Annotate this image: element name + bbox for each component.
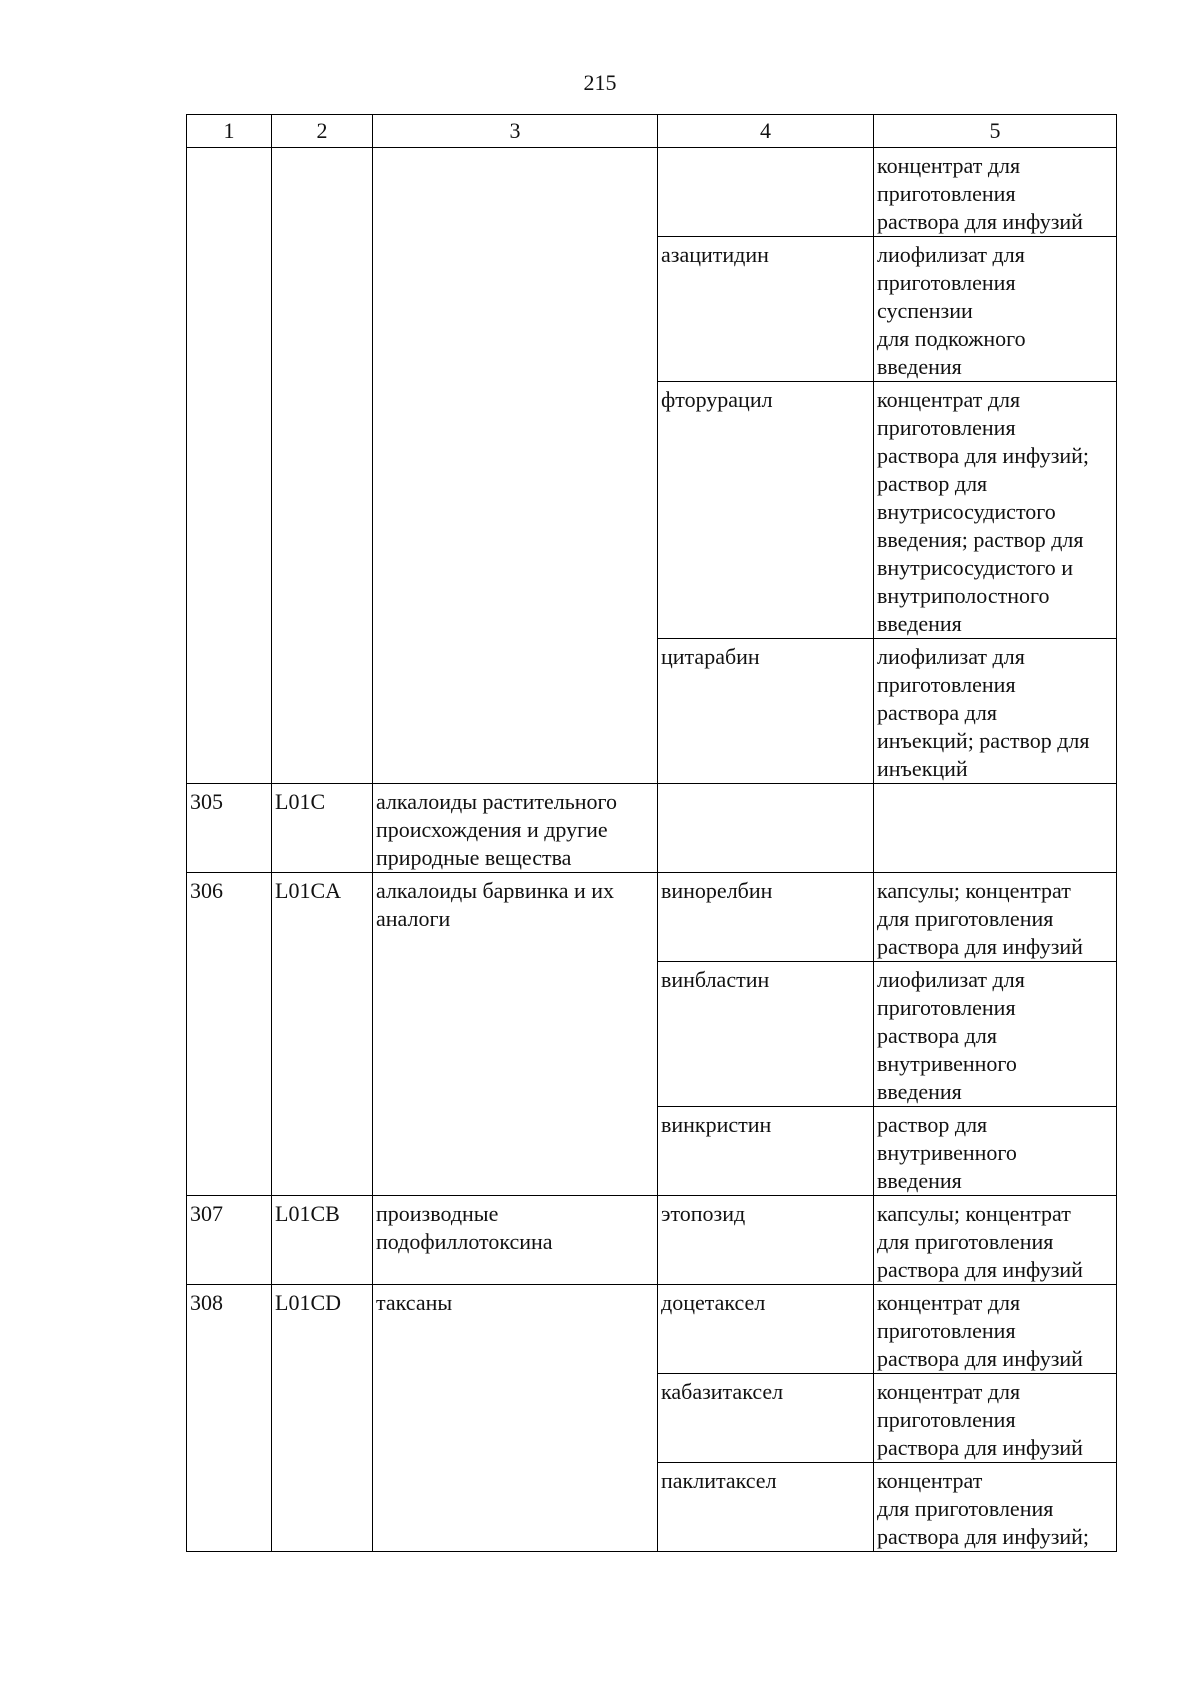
number-cell [187, 148, 272, 784]
number-cell: 307 [187, 1196, 272, 1285]
medication-table [186, 114, 1117, 1552]
table-row [187, 1196, 1117, 1285]
dosage-form-cell: лиофилизат для приготовления раствора для инъекций; раствор для инъекций [874, 639, 1117, 784]
table-header-row [187, 115, 1117, 148]
dosage-form-cell: лиофилизат для приготовления раствора для внутривенного введения [874, 962, 1117, 1107]
drug-name-cell: винбластин [658, 962, 874, 1107]
number-cell: 306 [187, 873, 272, 1196]
drug-name-cell: кабазитаксел [658, 1374, 874, 1463]
drug-name-cell [658, 148, 874, 237]
dosage-form-cell: капсулы; концентрат для приготовления раствора для инфузий [874, 1196, 1117, 1285]
atc-code-cell: L01CD [272, 1285, 373, 1552]
drug-name-cell: винкристин [658, 1107, 874, 1196]
dosage-form-cell [874, 784, 1117, 873]
drug-name-cell: цитарабин [658, 639, 874, 784]
dosage-form-cell: концентрат для приготовления раствора для инфузий [874, 1374, 1117, 1463]
number-cell: 308 [187, 1285, 272, 1552]
header-cell-3: 3 [373, 115, 658, 148]
atc-code-cell [272, 148, 373, 784]
group-name-cell: алкалоиды растительного происхождения и другие природные вещества [373, 784, 658, 873]
number-cell: 305 [187, 784, 272, 873]
drug-name-cell: винорелбин [658, 873, 874, 962]
dosage-form-cell: концентрат для приготовления раствора для инфузий; раствор для внутрисосудистого введения; раствор для внутрисосудистого и внутриполостного введения [874, 382, 1117, 639]
atc-code-cell: L01C [272, 784, 373, 873]
page-number: 215 [583, 70, 617, 95]
dosage-form-cell: капсулы; концентрат для приготовления раствора для инфузий [874, 873, 1117, 962]
drug-name-cell: фторурацил [658, 382, 874, 639]
table-row [187, 148, 1117, 237]
atc-code-cell: L01CB [272, 1196, 373, 1285]
table-row [187, 873, 1117, 962]
dosage-form-cell: раствор для внутривенного введения [874, 1107, 1117, 1196]
drug-name-cell [658, 784, 874, 873]
header-cell-5: 5 [874, 115, 1117, 148]
dosage-form-cell: концентрат для приготовления раствора для инфузий [874, 1285, 1117, 1374]
atc-code-cell: L01CA [272, 873, 373, 1196]
header-cell-4: 4 [658, 115, 874, 148]
table-row [187, 784, 1117, 873]
dosage-form-cell: лиофилизат для приготовления суспензии для подкожного введения [874, 237, 1117, 382]
header-cell-2: 2 [272, 115, 373, 148]
drug-name-cell: доцетаксел [658, 1285, 874, 1374]
dosage-form-cell: концентрат для приготовления раствора для инфузий [874, 148, 1117, 237]
group-name-cell [373, 148, 658, 784]
dosage-form-cell: концентрат для приготовления раствора для инфузий; [874, 1463, 1117, 1552]
drug-name-cell: этопозид [658, 1196, 874, 1285]
drug-name-cell: паклитаксел [658, 1463, 874, 1552]
table-row [187, 1285, 1117, 1374]
header-cell-1: 1 [187, 115, 272, 148]
group-name-cell: алкалоиды барвинка и их аналоги [373, 873, 658, 1196]
drug-name-cell: азацитидин [658, 237, 874, 382]
group-name-cell: таксаны [373, 1285, 658, 1552]
group-name-cell: производные подофиллотоксина [373, 1196, 658, 1285]
